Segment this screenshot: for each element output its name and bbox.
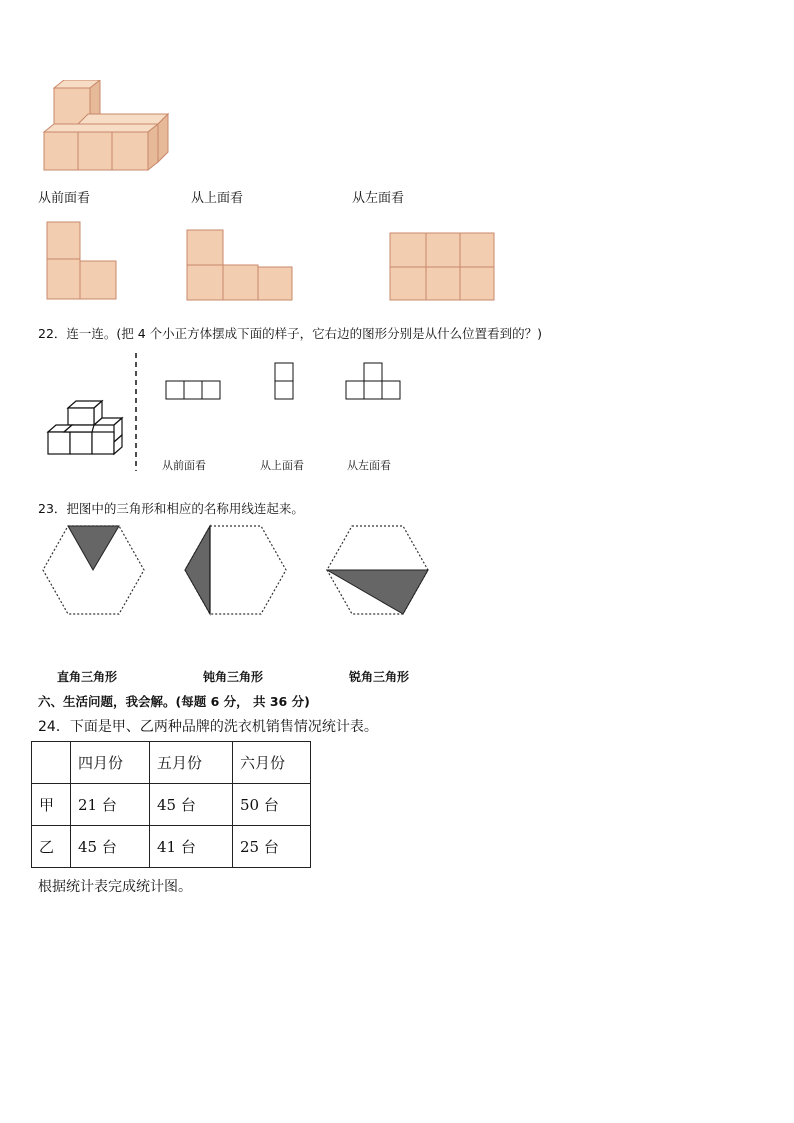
- section-6-heading: 六、生活问题，我会解。(每题 6 分， 共 36 分): [38, 694, 310, 709]
- cube-stack-3d-figure: [40, 80, 175, 175]
- q24-instruction: 根据统计表完成统计图。: [38, 879, 192, 895]
- triangle-name-acute: 锐角三角形: [349, 670, 410, 684]
- q22-label-top: 从上面看: [260, 459, 304, 472]
- table-cell: 45 台: [71, 826, 150, 868]
- table-header-cell: 四月份: [71, 742, 150, 784]
- table-cell: 乙: [32, 826, 71, 868]
- table-header-cell: [32, 742, 71, 784]
- q22-view-shape-3: [345, 362, 403, 402]
- hexagon-right-triangle: [42, 524, 146, 616]
- table-cell: 25 台: [233, 826, 311, 868]
- table-cell: 甲: [32, 784, 71, 826]
- q21-view-label-top: 从上面看: [191, 191, 244, 206]
- table-cell: 21 台: [71, 784, 150, 826]
- hexagon-obtuse-triangle: [184, 524, 288, 616]
- q22-label-front: 从前面看: [162, 459, 206, 472]
- q21-view-label-left: 从左面看: [352, 191, 405, 206]
- q21-view-label-front: 从前面看: [38, 191, 91, 206]
- table-row: [32, 784, 311, 826]
- table-header-cell: 六月份: [233, 742, 311, 784]
- table-cell: 41 台: [150, 826, 233, 868]
- triangle-name-obtuse: 钝角三角形: [203, 670, 264, 684]
- q22-label-left: 从左面看: [347, 459, 391, 472]
- q22-dashed-divider: [133, 353, 139, 473]
- table-header-row: [32, 742, 311, 784]
- table-header-cell: 五月份: [150, 742, 233, 784]
- q21-view-shape-2: [186, 229, 294, 302]
- q22-title: 22．连一连。(把 4 个小正方体摆成下面的样子，它右边的图形分别是从什么位置看到的？): [38, 326, 543, 341]
- q22-cube-figure: [44, 398, 126, 458]
- table-cell: 45 台: [150, 784, 233, 826]
- table-cell: 50 台: [233, 784, 311, 826]
- q22-view-shape-1: [165, 380, 223, 402]
- q21-view-shape-1: [46, 221, 118, 301]
- table-row: [32, 826, 311, 868]
- sales-table: [31, 741, 311, 868]
- triangle-name-right: 直角三角形: [57, 670, 118, 684]
- q22-view-shape-2: [274, 362, 296, 402]
- q23-title: 23．把图中的三角形和相应的名称用线连起来。: [38, 501, 304, 516]
- hexagon-acute-triangle: [326, 524, 430, 616]
- q21-view-shape-3: [389, 232, 496, 302]
- q24-title: 24．下面是甲、乙两种品牌的洗衣机销售情况统计表。: [38, 719, 378, 735]
